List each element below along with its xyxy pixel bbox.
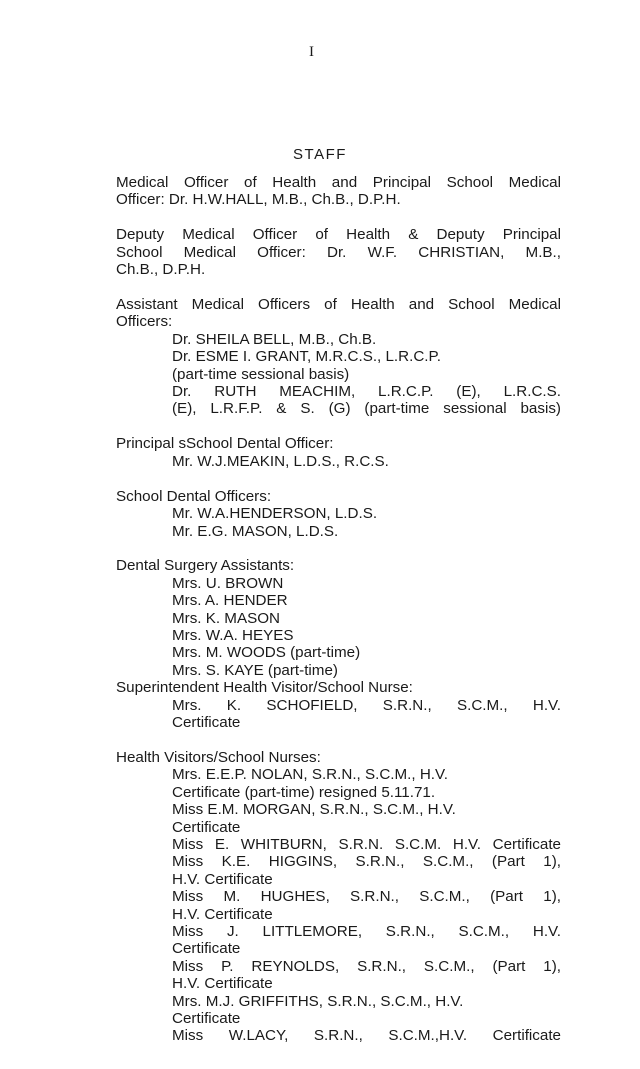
staff-entry-line: Dr. RUTH MEACHIM, L.R.C.P. (E), L.R.C.S. [172,383,561,401]
section-heading-line: School Medical Officer: Dr. W.F. CHRISTIAN, M.B., [116,243,561,261]
staff-entry-line: Mrs. K. SCHOFIELD, S.R.N., S.C.M., H.V. [172,696,561,714]
staff-entry-line: H.V. Certificate [172,870,273,888]
staff-entry-line: Mrs. E.E.P. NOLAN, S.R.N., S.C.M., H.V. [172,766,448,784]
staff-entry-line: H.V. Certificate [172,975,273,993]
page-title: STAFF [293,146,347,163]
section-heading-line: Officers: [116,313,173,331]
staff-entry-line: (E), L.R.F.P. & S. (G) (part-time sessional basis) [172,400,561,418]
staff-section [116,488,561,540]
staff-section [116,296,561,418]
staff-entry-line: Mrs. M.J. GRIFFITHS, S.R.N., S.C.M., H.V. [172,992,464,1010]
section-heading-line: Health Visitors/School Nurses: [116,748,321,766]
staff-entry-line: Miss K.E. HIGGINS, S.R.N., S.C.M., (Part 1), [172,853,561,871]
section-heading-line: Ch.B., D.P.H. [116,261,206,279]
staff-list [116,174,561,1062]
staff-entry-line: Miss E.M. MORGAN, S.R.N., S.C.M., H.V. [172,801,456,819]
staff-section [116,557,561,731]
staff-entry-line: H.V. Certificate [172,905,273,923]
staff-entry-line: Certificate [172,1010,241,1028]
staff-entry-line: Mrs. A. HENDER [172,592,288,610]
staff-entry-line: Certificate (part-time) resigned 5.11.71. [172,783,436,801]
staff-section [116,435,561,470]
section-heading-line: Deputy Medical Officer of Health & Deputy Principal [116,226,561,244]
staff-entry-line: Mrs. K. MASON [172,609,281,627]
staff-entry-line: Dr. ESME I. GRANT, M.R.C.S., L.R.C.P. [172,348,441,366]
staff-entry-line: Miss M. HUGHES, S.R.N., S.C.M., (Part 1), [172,888,561,906]
staff-entry-line: Certificate [172,940,241,958]
staff-section [116,226,561,278]
staff-entry-line: Mrs. M. WOODS (part-time) [172,644,361,662]
staff-entry-line: (part-time sessional basis) [172,365,350,383]
section-heading-line: School Dental Officers: [116,487,272,505]
staff-entry-line: Mrs. U. BROWN [172,574,284,592]
staff-section [116,749,561,1045]
staff-entry-line: Mr. W.J.MEAKIN, L.D.S., R.C.S. [172,452,389,470]
staff-entry-line: Mrs. S. KAYE (part-time) [172,661,338,679]
staff-entry-line: Dr. SHEILA BELL, M.B., Ch.B. [172,330,377,348]
staff-section [116,174,561,209]
section-heading-line: Dental Surgery Assistants: [116,557,295,575]
staff-entry-line: Certificate [172,714,241,732]
section-heading-line: Superintendent Health Visitor/School Nurse: [116,679,413,697]
staff-entry-line: Mr. E.G. MASON, L.D.S. [172,522,339,540]
staff-entry-line: Miss E. WHITBURN, S.R.N. S.C.M. H.V. Certificate [172,836,561,853]
section-heading-line: Officer: Dr. H.W.HALL, M.B., Ch.B., D.P.H. [116,191,401,209]
section-heading-line: Principal sSchool Dental Officer: [116,435,334,453]
staff-entry-line: Miss W.LACY, S.R.N., S.C.M.,H.V. Certificate [172,1027,561,1045]
section-heading-line: Assistant Medical Officers of Health and School Medical [116,296,561,314]
staff-entry-line: Miss P. REYNOLDS, S.R.N., S.C.M., (Part 1), [172,957,561,975]
page-number: I [309,44,314,60]
staff-entry-line: Miss J. LITTLEMORE, S.R.N., S.C.M., H.V. [172,923,561,941]
staff-entry-line: Mrs. W.A. HEYES [172,627,294,645]
staff-entry-line: Certificate [172,818,241,836]
section-heading-line: Medical Officer of Health and Principal School Medical [116,174,561,191]
staff-entry-line: Mr. W.A.HENDERSON, L.D.S. [172,505,378,523]
